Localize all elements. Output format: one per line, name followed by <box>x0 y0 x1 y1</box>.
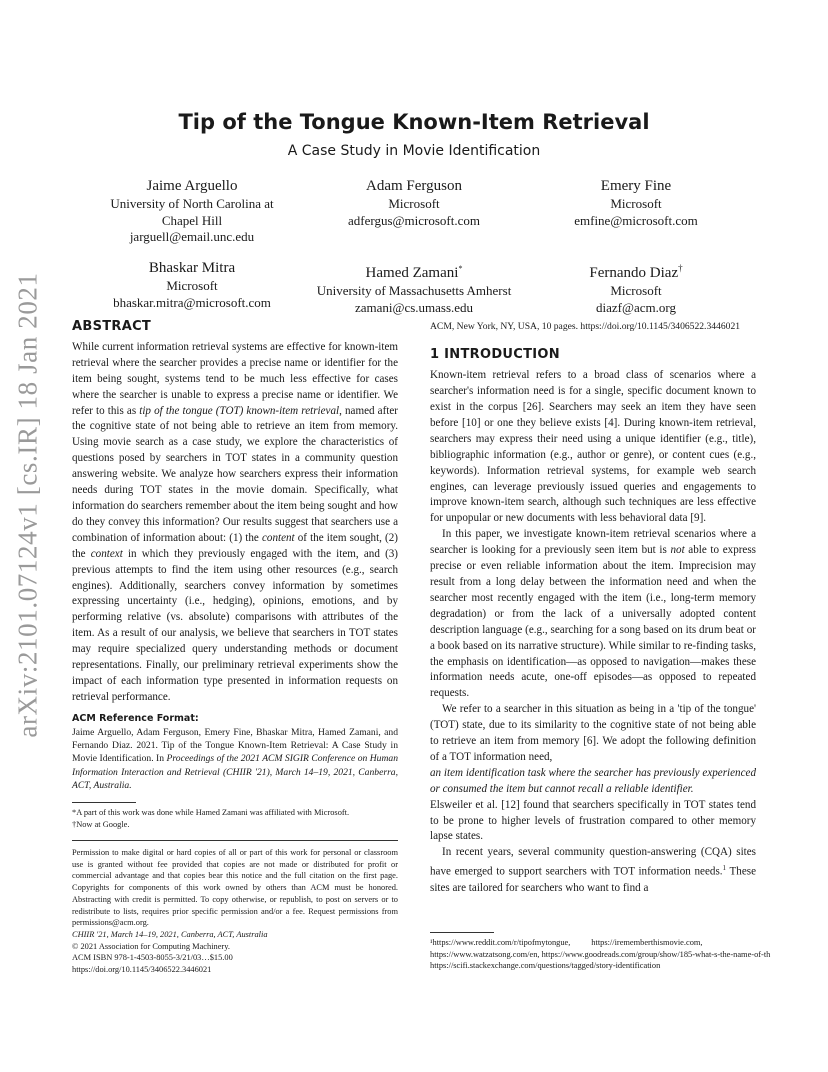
acm-reference-label: ACM Reference Format: <box>72 712 199 724</box>
author-name: Adam Ferguson <box>366 178 462 194</box>
abstract-emphasis: context <box>90 547 123 560</box>
author-affiliation: University of Massachusetts Amherst <box>316 283 512 298</box>
author-email: adfergus@microsoft.com <box>348 212 480 228</box>
paper-title: Tip of the Tongue Known-Item Retrieval <box>178 110 650 134</box>
permission-rule <box>72 840 398 841</box>
abstract-emphasis: tip of the tongue (TOT) known-item retrieval <box>139 404 340 417</box>
intro-text-part: These sites are tailored for searchers who want to find a <box>430 865 757 894</box>
permission-block <box>72 832 398 976</box>
author-block <box>536 177 736 229</box>
author-name: Hamed Zamani <box>365 265 459 281</box>
abstract-text-part: While current information retrieval systems are effective for known-item retrieval where the searcher provides a precise name or identifier for the item being sought, systems tend to be much less effective for cases where the searcher is unable to express a precise name or identifier. We refer to this as <box>72 340 398 417</box>
intro-heading: 1 INTRODUCTION <box>430 347 560 363</box>
author-email: emfine@microsoft.com <box>574 212 698 228</box>
intro-paragraph <box>430 845 756 896</box>
abstract-text-part: in which they previously engaged with the item, and (3) previous attempts to find the item using other resources (e.g., search engines). Additionally, searchers convey information by sometimes expressing uncertainty (i.e., hedging), opinions, emotions, and by performing relative (vs. absolute) comparisons with attributes of the item. As a result of our analysis, we believe that searchers in TOT states may require specialized query understanding methods or document representations. Finally, our preliminary retrieval experiments show the impact of each information type presented in information requests on retrieval performance. <box>72 547 399 703</box>
author-block <box>294 259 534 316</box>
abstract-heading: ABSTRACT <box>72 319 152 334</box>
author-name: Emery Fine <box>600 178 672 194</box>
author-affiliation: Microsoft <box>610 283 662 298</box>
intro-text-part: In recent years, several community question-answering (CQA) sites have emerged to support searchers with TOT information needs. <box>430 846 756 878</box>
permission-text: Permission to make digital or hard copies of all or part of this work for personal or classroom use is granted without fee provided that copies are not made or distributed for profit or commercial advantage and that copies bear this notice and the full citation on the first page. Copyrights for components of this work owned by others than ACM must be honored. Abstracting with credit is permitted. To copy otherwise, or republish, to post on servers or to redistribute to lists, requires prior specific permission and/or a fee. Request permissions from permissions@acm.org. <box>72 848 398 928</box>
abstract-text-part: , named after the cognitive state of not being able to retrieve an item from memory. Using movie search as a case study, we explore the characteristics of questions posed by searchers in TOT states in a community question answering website. We analyze how searchers express their information needs during TOT states in the movie domain. Specifically, what information do searchers remember about the item being sought and how do they convey this information? Our results suggest that searchers use a combination of information about: (1) the <box>72 404 398 544</box>
permission-venue: CHIIR '21, March 14–19, 2021, Canberra, ACT, Australia <box>72 929 268 939</box>
author-mark: * <box>458 264 463 273</box>
author-affiliation: University of North Carolina at <box>110 196 274 211</box>
author-email: jarguell@email.unc.edu <box>129 229 255 244</box>
intro-emphasis: not <box>670 544 685 557</box>
intro-paragraph: Elsweiler et al. [12] found that searchers specifically in TOT states tend to be prone to higher levels of frustration compared to other memory lapse states. <box>430 798 756 843</box>
author-block <box>92 259 292 311</box>
author-name: Jaime Arguello <box>146 178 238 194</box>
abstract-text-part: of the item sought, (2) the <box>72 531 398 560</box>
author-name: Fernando Diaz <box>589 265 679 281</box>
left-column <box>72 319 398 792</box>
author-email: bhaskar.mitra@microsoft.com <box>113 294 271 310</box>
footnote-line: https://scifi.stackexchange.com/questions/tagged/story-identification <box>430 961 661 971</box>
footnote-star: *A part of this work was done while Hamed Zamani was affiliated with Microsoft. <box>72 808 350 817</box>
footnote-rule <box>430 932 494 933</box>
author-affiliation: Chapel Hill <box>161 212 223 228</box>
acm-reference-part: Jaime Arguello, Adam Ferguson, Emery Fine, Bhaskar Mitra, Hamed Zamani, and Fernando Diaz. 2021. Tip of the Tongue Known-Item Retrieval: A Case Study in Movie Identification. In <box>72 726 398 765</box>
intro-paragraph <box>430 527 756 702</box>
author-affiliation: Microsoft <box>388 196 440 211</box>
acm-reference-text <box>72 726 398 792</box>
footnote-dagger: †Now at Google. <box>72 819 130 829</box>
footnote-line: https://www.watzatsong.com/en, https://www.goodreads.com/group/show/185-what-s-the-name-of-th <box>430 949 771 959</box>
author-mark: † <box>678 263 683 273</box>
intro-text-part: In this paper, we investigate known-item retrieval scenarios where a searcher is looking for a previously seen item but is <box>430 528 756 557</box>
left-footnotes <box>72 794 398 830</box>
abstract-emphasis: content <box>261 531 295 544</box>
intro-paragraph: We refer to a searcher in this situation as being in a 'tip of the tongue' (TOT) state, due to its similarity to the cognitive state of not being able to retrieve an item from memory [6]. We adopt the following definition of a TOT information need, <box>430 703 756 763</box>
permission-doi: https://doi.org/10.1145/3406522.3446021 <box>72 965 212 975</box>
author-email: diazf@acm.org <box>596 299 676 315</box>
author-name-with-mark <box>294 259 534 283</box>
arxiv-stamp <box>8 260 48 750</box>
permission-isbn: ACM ISBN 978-1-4503-8055-3/21/03…$15.00 <box>72 953 233 963</box>
paper-subtitle: A Case Study in Movie Identification <box>287 143 541 159</box>
footnote-line: ¹https://www.reddit.com/r/tipofmytongue, https://irememberthismovie.com, <box>430 938 703 947</box>
author-block <box>536 259 736 316</box>
acm-reference-continued: ACM, New York, NY, USA, 10 pages. https://doi.org/10.1145/3406522.3446021 <box>430 321 741 332</box>
right-column <box>430 320 756 897</box>
author-name-with-mark <box>536 259 736 283</box>
intro-paragraph: Known-item retrieval refers to a broad class of scenarios where a searcher's information need is for a single, specific document known to exist in the corpus [26]. Searchers may seek an item they have seen before [10] or one they believe exists [4]. During known-item retrieval, searchers may express their need using a unique identifier (e.g., title), bibliographic information (e.g., author or genre), or content cues (e.g., keywords). Information retrieval systems, for example web search engines, can leverage previously issued queries and engagements to improve known-item search, although such techniques are less effective for unpopular or new documents with less behavioral data [9]. <box>430 369 756 525</box>
intro-text-part: able to express precise or even reliable information about the item. Imprecision may result from a long delay between the information need and when the searcher most recently engaged with the item (i.e., long-term memory degradation) or from the lack of a universally adopted content description language (e.g., searching for a song based on its drum beat or a book based on its narrative structure). While similar to re-finding tasks, the emphasis on identification—as opposed to navigation—makes these information needs acute, one-off episodes—as opposed to repeated requests. <box>430 544 756 700</box>
author-name: Bhaskar Mitra <box>148 260 236 276</box>
permission-copyright: © 2021 Association for Computing Machinery. <box>72 941 230 951</box>
author-affiliation: Microsoft <box>610 196 662 211</box>
author-block <box>314 177 514 229</box>
author-email: zamani@cs.umass.edu <box>354 299 474 315</box>
footnote-marker: 1 <box>722 864 727 873</box>
arxiv-stamp-text: arXiv:2101.07124v1 [cs.IR] 18 Jan 2021 <box>12 272 43 738</box>
author-affiliation: Microsoft <box>166 278 218 293</box>
acm-reference-venue: Proceedings of the 2021 ACM SIGIR Conference on Human Information Interaction and Retrieval (CHIIR '21), March 14–19, 2021, Canberra, ACT, Australia. <box>72 753 399 791</box>
footnote-rule <box>72 802 136 803</box>
abstract-text <box>72 340 398 706</box>
definition-quote: an item identification task where the searcher has previously experienced or consumed the item but cannot recall a reliable identifier. <box>430 766 756 795</box>
right-footnote <box>430 924 828 972</box>
author-block <box>92 177 292 246</box>
